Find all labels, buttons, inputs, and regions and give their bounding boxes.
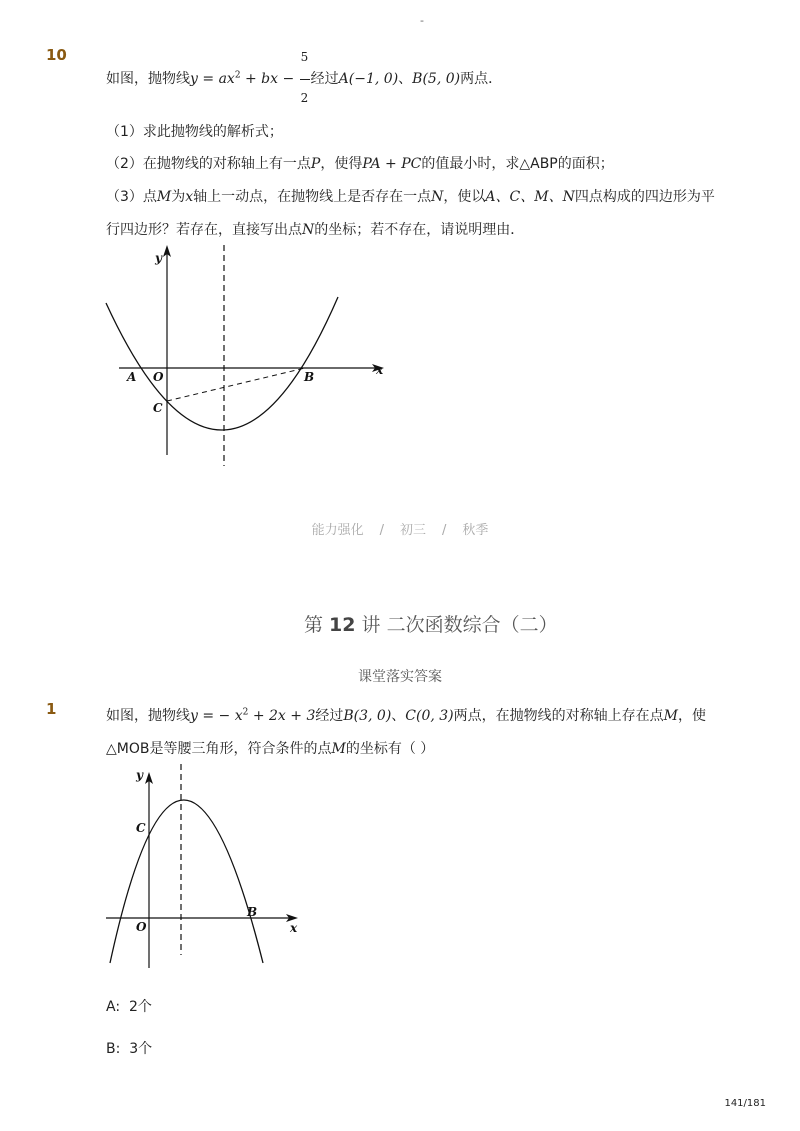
q1-label-c: C	[136, 821, 146, 835]
q10-part2: （2）在抛物线的对称轴上有一点P，使得PA + PC的值最小时，求△ABP的面积；	[106, 156, 614, 172]
fraction-five-halves: $\frac{5}{2}$	[300, 50, 309, 105]
q10-part1: （1）求此抛物线的解析式；	[106, 124, 283, 140]
q10-label-y: y	[155, 251, 162, 265]
q10-intro: 如图，抛物线$y = ax^2$ + bx − $\frac{5}{2}$ 经过A(−1, 0)、B(5, 0)两点．	[106, 50, 503, 105]
q10-label-x: x	[376, 363, 384, 377]
q1-option-b[interactable]: B: 3个	[106, 1041, 153, 1057]
q10-label-a: A	[127, 370, 137, 384]
q1-line1: 如图，抛物线y = − $x^2 + 2x + 3$经过B(3, 0)、C(0, 3)两点，在抛物线的对称轴上存在点M，使	[106, 707, 706, 724]
q1-label-y: y	[136, 768, 143, 782]
top-mark: -	[420, 14, 424, 27]
question-number-10: 10	[46, 46, 67, 64]
q1-label-o: O	[136, 920, 147, 934]
q1-line2: △MOB是等腰三角形，符合条件的点M的坐标有（ ）	[106, 741, 435, 757]
section-title: 课堂落实答案	[358, 669, 442, 685]
page-number: 141/181	[724, 1098, 766, 1109]
page-footer: 能力强化 / 初三 / 秋季	[311, 523, 489, 538]
chapter-title: 第 12 讲 二次函数综合（二）	[304, 614, 558, 636]
q10-label-o: O	[153, 370, 164, 384]
q10-part3-line1: （3）点M为x轴上一动点，在抛物线上是否存在一点N，使以A、C、M、N四点构成的四边形为平	[106, 189, 715, 205]
q1-option-a[interactable]: A: 2个	[106, 999, 152, 1015]
question-number-1: 1	[46, 700, 57, 718]
q1-label-b: B	[247, 905, 258, 919]
q1-parabola	[110, 800, 263, 963]
q10-label-c: C	[153, 401, 163, 415]
q10-part3-line2: 行四边形？若存在，直接写出点N的坐标；若不存在，请说明理由．	[106, 222, 525, 238]
q1-label-x: x	[290, 921, 298, 935]
q10-label-b: B	[304, 370, 315, 384]
